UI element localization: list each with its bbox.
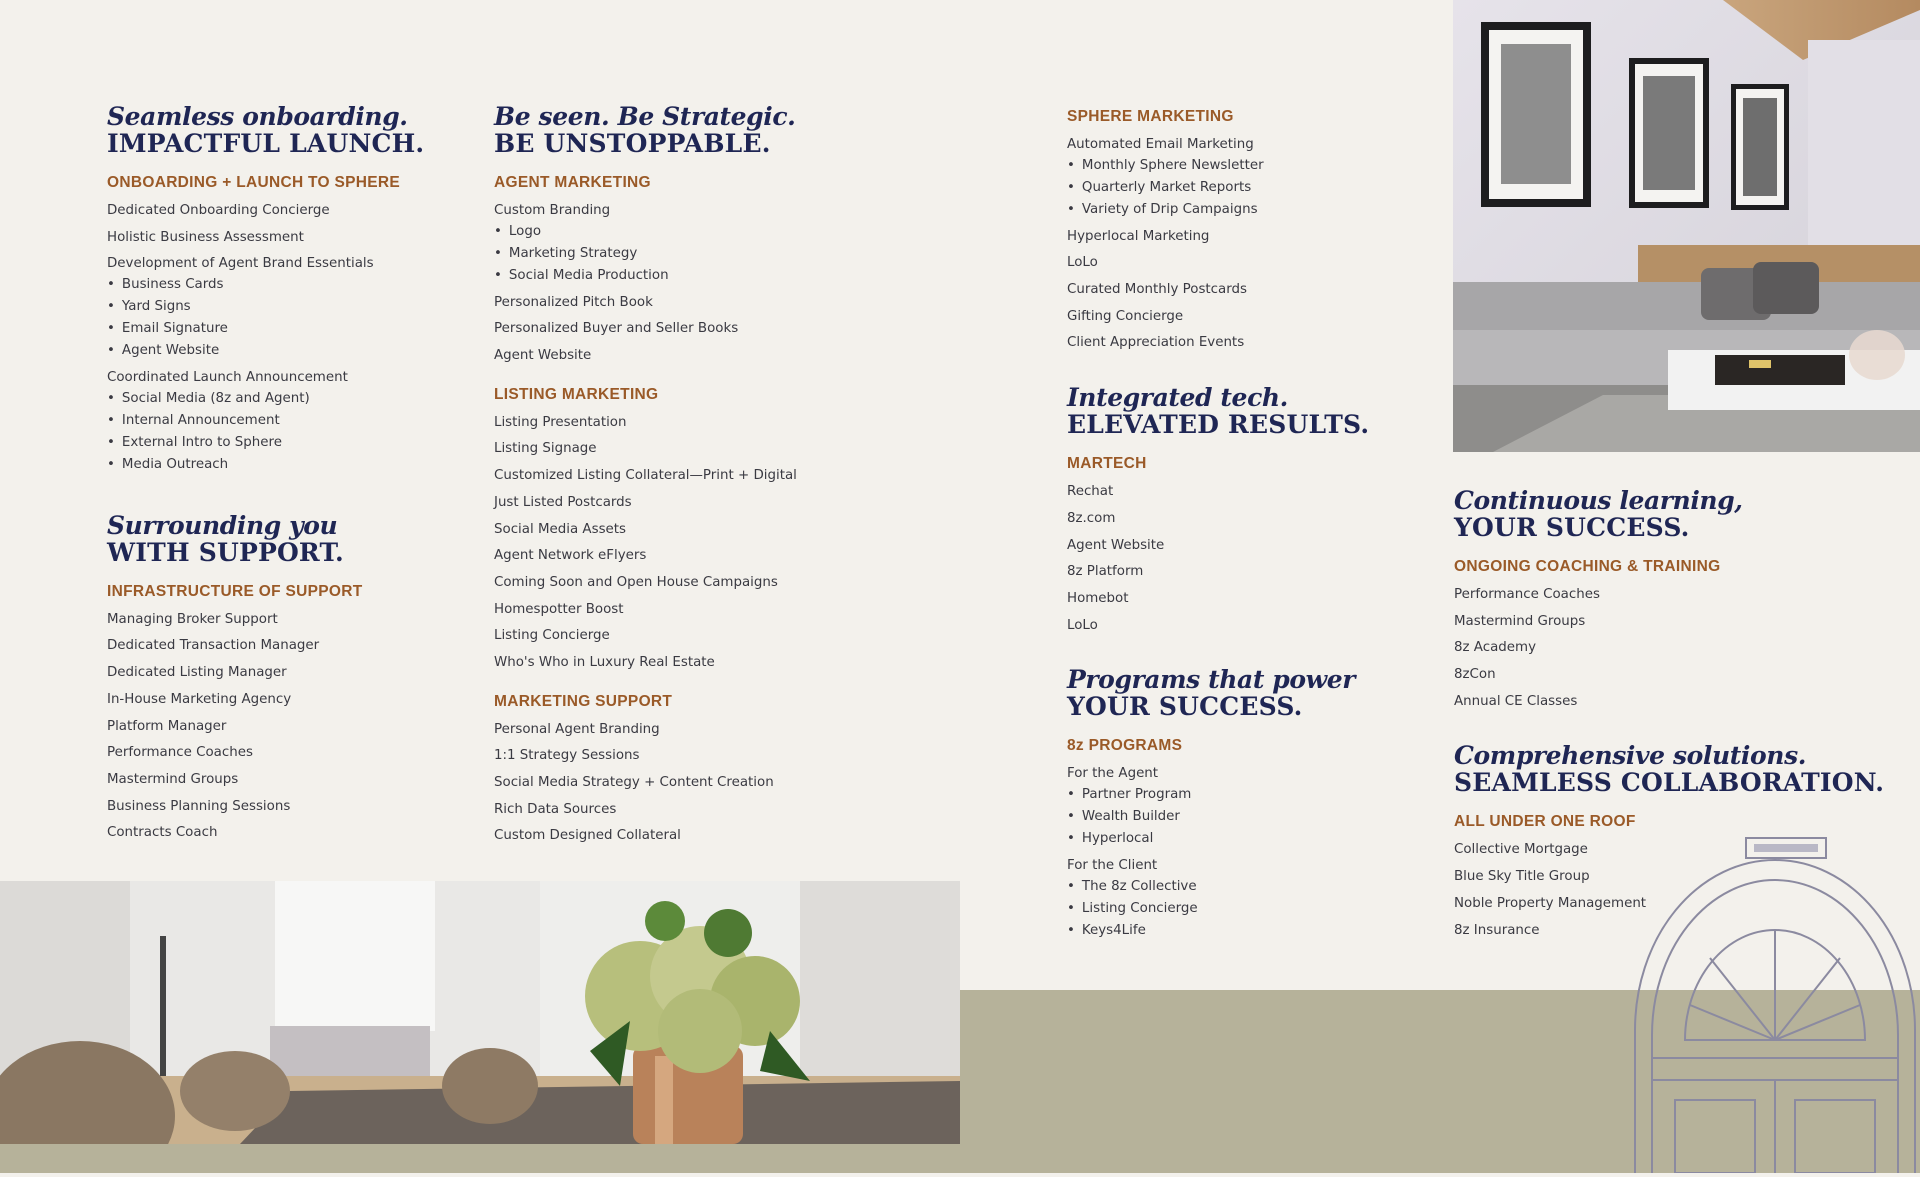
list-item: Performance Coaches: [107, 745, 253, 761]
list-item: Coming Soon and Open House Campaigns: [494, 574, 778, 590]
headline-caps: BE UNSTOPPABLE.: [494, 129, 771, 158]
list-item: 8z Platform: [1067, 564, 1144, 580]
sub-list: [1067, 157, 1447, 219]
sub-item: • External Intro to Sphere: [107, 434, 447, 452]
list-item: Social Media Strategy + Content Creation: [494, 775, 774, 790]
section-title: ALL UNDER ONE ROOF: [1454, 813, 1636, 831]
list-item: Contracts Coach: [107, 825, 218, 841]
item-list: [107, 202, 447, 474]
headline-caps: YOUR SUCCESS.: [1067, 692, 1303, 722]
item-list: [107, 611, 447, 843]
list-item: Gifting Concierge: [1067, 308, 1184, 324]
list-item: Rechat: [1067, 484, 1114, 500]
headline-programs: [1067, 665, 1447, 722]
sub-item: • Social Media (8z and Agent): [107, 390, 447, 408]
column-1: [107, 104, 447, 851]
headline-italic: Programs that power: [1067, 665, 1356, 695]
headline-caps: WITH SUPPORT.: [107, 537, 344, 567]
list-item: 8z.com: [1067, 510, 1116, 526]
list-item: Custom Designed Collateral: [494, 828, 681, 844]
list-item: Dedicated Onboarding Concierge: [107, 203, 330, 218]
block-onboarding: [107, 104, 447, 474]
headline-caps: SEAMLESS COLLABORATION.: [1454, 768, 1885, 798]
headline-collaboration: [1454, 741, 1894, 798]
list-item: Personal Agent Branding: [494, 721, 660, 737]
sub-item: • Logo: [494, 223, 894, 241]
list-item: Agent Website: [494, 348, 592, 364]
block-programs: [1067, 667, 1447, 940]
item-list: [1067, 483, 1447, 634]
block-listing-marketing: [494, 386, 894, 672]
sub-item: • Wealth Builder: [1067, 808, 1447, 826]
list-item: In-House Marketing Agency: [107, 691, 292, 707]
headline-strategic: [494, 104, 894, 156]
sub-item: • Partner Program: [1067, 786, 1447, 804]
sub-item: • Variety of Drip Campaigns: [1067, 201, 1447, 219]
sub-item: • The 8z Collective: [1067, 878, 1447, 896]
list-item: Holistic Business Assessment: [107, 229, 304, 245]
list-item: Listing Signage: [494, 441, 597, 457]
list-item: Personalized Buyer and Seller Books: [494, 321, 739, 337]
list-item: Noble Property Management: [1454, 895, 1647, 911]
list-item: Blue Sky Title Group: [1454, 869, 1590, 885]
list-item: Social Media Assets: [494, 521, 627, 537]
headline-italic: Integrated tech.: [1067, 383, 1288, 413]
item-list: [494, 414, 894, 672]
section-title: LISTING MARKETING: [494, 385, 659, 403]
block-support: [107, 510, 447, 843]
list-item: Personalized Pitch Book: [494, 294, 653, 310]
sub-item: • Media Outreach: [107, 456, 447, 474]
list-item: Hyperlocal Marketing: [1067, 228, 1210, 244]
sub-list: [107, 276, 447, 360]
list-item: 1:1 Strategy Sessions: [494, 748, 640, 764]
list-item: Agent Network eFlyers: [494, 548, 647, 564]
item-list: [494, 202, 894, 365]
sub-item: • Agent Website: [107, 342, 447, 360]
list-item: Custom Branding • Logo • Marketing Strategy • Social Media Production: [494, 202, 894, 285]
list-item: For the Client • The 8z Collective • Listing Concierge • Keys4Life: [1067, 857, 1447, 940]
list-item: Managing Broker Support: [107, 611, 278, 627]
list-item: Performance Coaches: [1454, 587, 1600, 602]
list-item: Platform Manager: [107, 718, 227, 734]
column-4: [1454, 488, 1894, 948]
list-item: Collective Mortgage: [1454, 842, 1588, 858]
headline-italic: Comprehensive solutions.: [1454, 741, 1807, 771]
list-item: 8z Insurance: [1454, 922, 1540, 938]
sub-item: • Internal Announcement: [107, 412, 447, 430]
sub-list: [1067, 878, 1447, 940]
list-item: LoLo: [1067, 617, 1098, 633]
sub-item: • Monthly Sphere Newsletter: [1067, 157, 1447, 175]
list-item: 8z Academy: [1454, 640, 1537, 656]
sub-item: • Business Cards: [107, 276, 447, 294]
list-item: LoLo: [1067, 255, 1098, 271]
column-2: [494, 104, 894, 854]
list-item: Agent Website: [1067, 537, 1165, 553]
section-title: INFRASTRUCTURE OF SUPPORT: [107, 582, 363, 600]
sub-item: • Marketing Strategy: [494, 245, 894, 263]
block-martech: [1067, 385, 1447, 634]
headline-italic: Continuous learning,: [1454, 486, 1743, 515]
list-item: Coordinated Launch Announcement • Social Media (8z and Agent) • Internal Announcement • External Intro to Sphere • Media Outreach: [107, 369, 447, 474]
list-item: Automated Email Marketing • Monthly Sphere Newsletter • Quarterly Market Reports • Variety of Drip Campaigns: [1067, 136, 1447, 219]
khaki-band-left: [0, 1144, 960, 1173]
list-item: Customized Listing Collateral—Print + Digital: [494, 468, 797, 484]
list-item: Development of Agent Brand Essentials • Business Cards • Yard Signs • Email Signature • Agent Website: [107, 255, 447, 360]
headline-onboarding: [107, 104, 447, 156]
sub-item: • Hyperlocal: [1067, 830, 1447, 848]
list-item: Client Appreciation Events: [1067, 335, 1245, 351]
list-item: Curated Monthly Postcards: [1067, 282, 1247, 298]
list-item: Rich Data Sources: [494, 801, 617, 817]
list-item: Annual CE Classes: [1454, 693, 1578, 709]
headline-support: [107, 510, 447, 567]
item-list: [494, 721, 894, 846]
list-item: Homespotter Boost: [494, 601, 624, 617]
list-item: Dedicated Listing Manager: [107, 665, 287, 681]
section-title: MARKETING SUPPORT: [494, 692, 673, 710]
headline-learning: [1454, 488, 1894, 540]
section-title: 8z PROGRAMS: [1067, 737, 1183, 755]
list-item: Dedicated Transaction Manager: [107, 638, 320, 654]
headline-tech: [1067, 383, 1447, 440]
list-item: Listing Concierge: [494, 628, 610, 644]
sub-list: [494, 223, 894, 285]
headline-italic: Surrounding you: [107, 510, 338, 540]
headline-caps: ELEVATED RESULTS.: [1067, 410, 1370, 440]
sub-item: • Email Signature: [107, 320, 447, 338]
block-agent-marketing: [494, 104, 894, 365]
sub-list: [107, 390, 447, 474]
sub-item: • Social Media Production: [494, 267, 894, 285]
list-item: Who's Who in Luxury Real Estate: [494, 654, 715, 670]
section-title: SPHERE MARKETING: [1067, 108, 1234, 125]
section-title: ONBOARDING + LAUNCH TO SPHERE: [107, 174, 401, 191]
list-item: Homebot: [1067, 590, 1129, 606]
headline-caps: IMPACTFUL LAUNCH.: [107, 129, 425, 158]
section-title: ONGOING COACHING & TRAINING: [1454, 558, 1721, 575]
dining-room-photo: [0, 881, 960, 1144]
item-list: [1067, 136, 1447, 352]
item-list: [1067, 765, 1447, 940]
list-item: Listing Presentation: [494, 414, 627, 430]
list-item: 8zCon: [1454, 667, 1496, 683]
headline-italic: Be seen. Be Strategic.: [494, 102, 796, 131]
sub-list: [1067, 786, 1447, 848]
section-title: AGENT MARKETING: [494, 174, 651, 191]
list-item: For the Agent • Partner Program • Wealth Builder • Hyperlocal: [1067, 765, 1447, 848]
living-room-photo: [1453, 0, 1920, 452]
headline-italic: Seamless onboarding.: [107, 102, 408, 131]
section-title: MARTECH: [1067, 455, 1147, 473]
list-item: Mastermind Groups: [1454, 613, 1586, 629]
block-coaching: [1454, 488, 1894, 711]
list-item: Business Planning Sessions: [107, 798, 291, 814]
item-list: [1454, 586, 1894, 711]
block-marketing-support: [494, 693, 894, 846]
block-one-roof: [1454, 743, 1894, 939]
headline-caps: YOUR SUCCESS.: [1454, 513, 1690, 542]
sub-item: • Quarterly Market Reports: [1067, 179, 1447, 197]
list-item: Mastermind Groups: [107, 771, 239, 787]
list-item: Just Listed Postcards: [494, 494, 632, 510]
column-3: [1067, 108, 1447, 949]
item-list: [1454, 841, 1894, 939]
block-sphere-marketing: [1067, 108, 1447, 352]
sub-item: • Keys4Life: [1067, 922, 1447, 940]
sub-item: • Listing Concierge: [1067, 900, 1447, 918]
sub-item: • Yard Signs: [107, 298, 447, 316]
